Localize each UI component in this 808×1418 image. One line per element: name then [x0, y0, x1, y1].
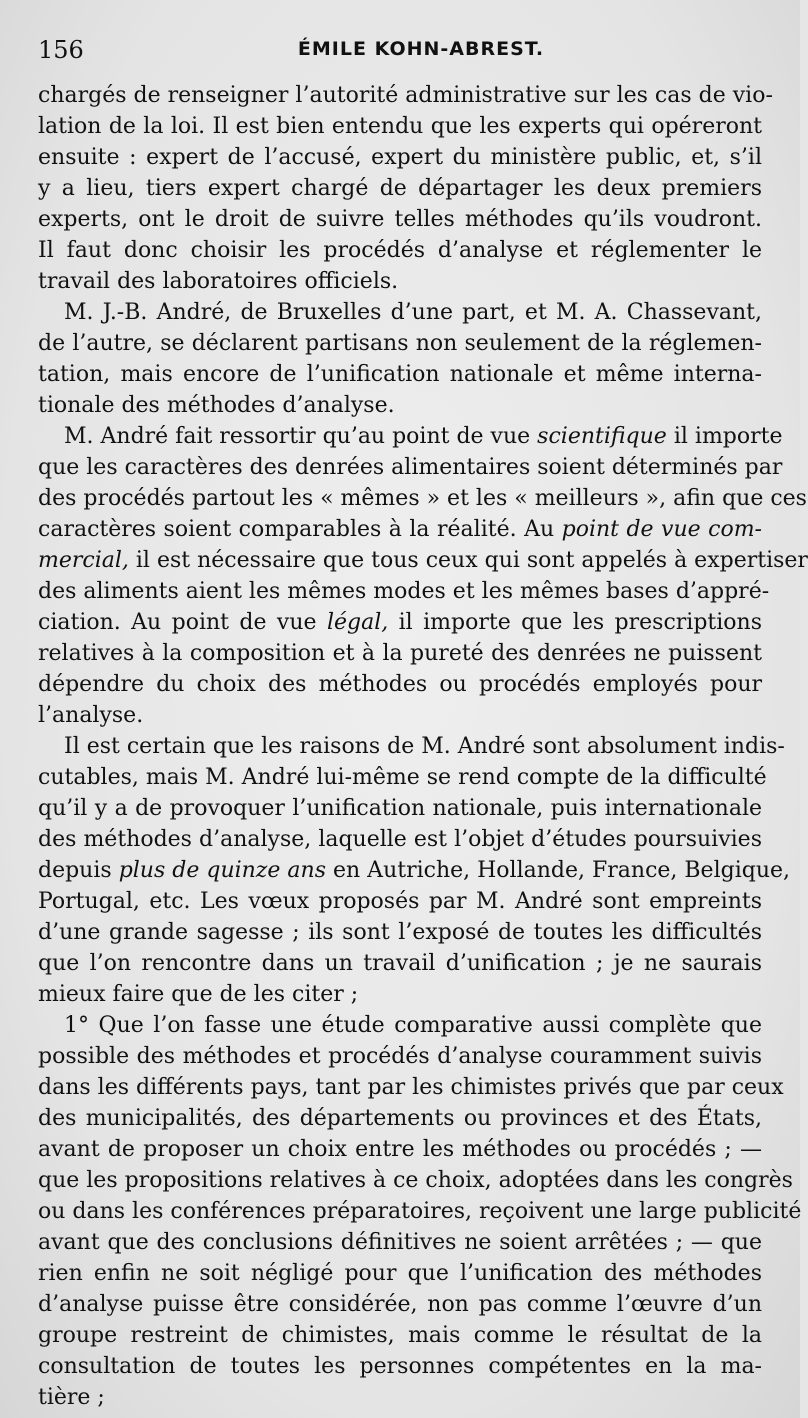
text-line — [38, 390, 762, 421]
text-line — [38, 111, 762, 142]
text-line — [38, 1103, 762, 1134]
text-segment: groupe restreint de chimistes, mais comme le résultat de la — [38, 1323, 762, 1348]
text-segment: 1° Que l’on fasse une étude comparative aussi complète que — [64, 1013, 762, 1038]
text-line — [38, 979, 762, 1010]
italic-text: mercial, — [38, 548, 129, 573]
text-segment: d’une grande sagesse ; ils sont l’exposé de toutes les difficultés — [38, 920, 762, 945]
text-segment: dépendre du choix des méthodes ou procédés employés pour — [38, 672, 762, 697]
text-line — [38, 235, 762, 266]
text-segment: mieux faire que de les citer ; — [38, 982, 359, 1007]
text-segment: tière ; — [38, 1385, 105, 1410]
body-text — [38, 80, 808, 1413]
text-segment: Il est certain que les raisons de M. André sont absolument indis- — [64, 734, 785, 759]
text-segment: Il faut donc choisir les procédés d’analyse et réglementer le — [38, 238, 762, 263]
text-segment: que l’on rencontre dans un travail d’unification ; je ne saurais — [38, 951, 762, 976]
text-line — [38, 1041, 762, 1072]
text-line — [38, 1196, 802, 1227]
text-segment: il importe que les prescriptions — [388, 610, 762, 635]
italic-text: point de vue com- — [561, 517, 762, 542]
text-segment: dans les différents pays, tant par les chimistes privés que par ceux — [38, 1075, 784, 1100]
text-line — [38, 638, 762, 669]
text-segment: des méthodes d’analyse, laquelle est l’objet d’études poursuivies — [38, 827, 762, 852]
running-head: ÉMILE KOHN-ABREST. — [297, 38, 545, 60]
text-line — [38, 142, 762, 173]
text-line — [38, 731, 785, 762]
text-segment: depuis — [38, 858, 119, 883]
text-segment: cutables, mais M. André lui-même se rend compte de la difficulté — [38, 765, 767, 790]
italic-text: légal, — [326, 610, 389, 635]
text-line — [38, 266, 762, 297]
text-segment: M. J.-B. André, de Bruxelles d’une part, et M. A. Chassevant, — [64, 300, 762, 325]
text-segment: qu’il y a de provoquer l’unification nationale, puis internationale — [38, 796, 762, 821]
text-segment: Portugal, etc. Les vœux proposés par M. André sont empreints — [38, 889, 762, 914]
text-line — [38, 80, 773, 111]
text-line — [38, 793, 762, 824]
text-line — [38, 607, 762, 638]
text-line — [38, 948, 762, 979]
text-line — [38, 917, 762, 948]
text-line — [38, 514, 762, 545]
text-segment: d’analyse puisse être considérée, non pas comme l’œuvre d’un — [38, 1292, 762, 1317]
text-line — [38, 359, 762, 390]
text-line — [38, 545, 808, 576]
text-segment: ensuite : expert de l’accusé, expert du ministère public, et, s’il — [38, 145, 762, 170]
italic-text: scientifique — [537, 424, 667, 449]
text-line — [38, 1227, 762, 1258]
text-line — [38, 483, 807, 514]
text-segment: il est nécessaire que tous ceux qui sont appelés à expertiser — [128, 548, 808, 573]
text-segment: de l’autre, se déclarent partisans non seulement de la réglemen- — [38, 331, 762, 356]
text-line — [38, 204, 762, 235]
text-segment: des aliments aient les mêmes modes et les mêmes bases d’appré- — [38, 579, 770, 604]
text-line — [38, 700, 762, 731]
text-segment: caractères soient comparables à la réalité. Au — [38, 517, 562, 542]
text-segment: l’analyse. — [38, 703, 144, 728]
text-line — [38, 297, 762, 328]
text-segment: avant de proposer un choix entre les méthodes ou procédés ; — — [38, 1137, 762, 1162]
page-header — [36, 36, 766, 70]
text-segment: consultation de toutes les personnes compétentes en la ma- — [38, 1354, 762, 1379]
text-line — [38, 1134, 762, 1165]
text-segment: en Autriche, Hollande, France, Belgique, — [326, 858, 790, 883]
text-segment: M. André fait ressortir qu’au point de vue — [64, 424, 538, 449]
text-line — [38, 886, 762, 917]
text-segment: lation de la loi. Il est bien entendu que les experts qui opéreront — [38, 114, 762, 139]
text-line — [38, 1072, 784, 1103]
text-line — [38, 669, 762, 700]
text-segment: il importe — [666, 424, 783, 449]
text-segment: possible des méthodes et procédés d’analyse couramment suivis — [38, 1044, 762, 1069]
text-line — [38, 328, 762, 359]
text-line — [38, 1289, 762, 1320]
text-line — [38, 1165, 793, 1196]
text-line — [38, 173, 762, 204]
text-segment: des municipalités, des départements ou provinces et des États, — [38, 1106, 762, 1131]
text-segment: rien enfin ne soit négligé pour que l’unification des méthodes — [38, 1261, 762, 1286]
text-line — [38, 855, 790, 886]
text-segment: ciation. Au point de vue — [38, 610, 327, 635]
text-segment: avant que des conclusions définitives ne soient arrêtées ; — que — [38, 1230, 762, 1255]
text-segment: que les caractères des denrées alimentaires soient déterminés par — [38, 455, 783, 480]
text-segment: travail des laboratoires officiels. — [38, 269, 399, 294]
text-segment: experts, ont le droit de suivre telles méthodes qu’ils voudront. — [38, 207, 762, 232]
text-line — [38, 452, 783, 483]
text-segment: que les propositions relatives à ce choix, adoptées dans les congrès — [38, 1168, 793, 1193]
text-line — [38, 576, 770, 607]
text-line — [38, 1351, 762, 1382]
text-segment: ou dans les conférences préparatoires, reçoivent une large publicité — [38, 1199, 802, 1224]
text-segment: relatives à la composition et à la pureté des denrées ne puissent — [38, 641, 762, 666]
text-segment: y a lieu, tiers expert chargé de départager les deux premiers — [38, 176, 762, 201]
italic-text: plus de quinze ans — [118, 858, 326, 883]
text-line — [38, 1382, 762, 1413]
text-line — [38, 1258, 762, 1289]
text-line — [38, 1320, 762, 1351]
page-number: 156 — [38, 36, 84, 64]
text-segment: chargés de renseigner l’autorité administrative sur les cas de vio- — [38, 83, 773, 108]
text-segment: tation, mais encore de l’unification nationale et même interna- — [38, 362, 762, 387]
text-line — [38, 762, 767, 793]
text-line — [38, 824, 762, 855]
text-line — [38, 421, 783, 452]
text-segment: des procédés partout les « mêmes » et les « meilleurs », afin que ces — [38, 486, 807, 511]
text-line — [38, 1010, 762, 1041]
text-segment: tionale des méthodes d’analyse. — [38, 393, 395, 418]
